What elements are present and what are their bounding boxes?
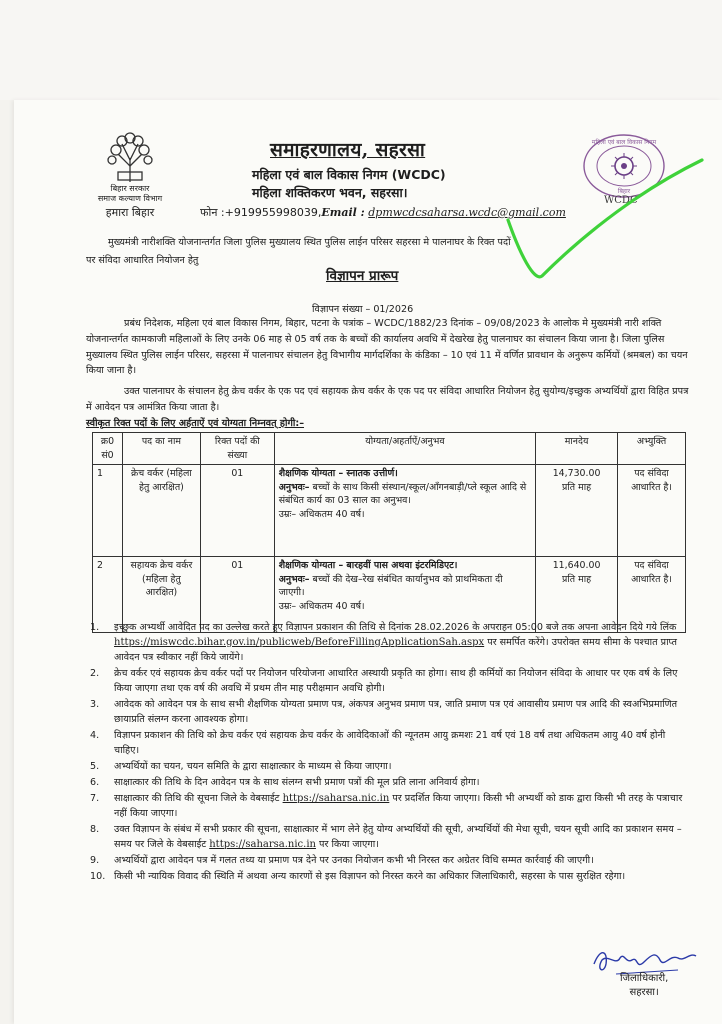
org-name: महिला एवं बाल विकास निगम (WCDC) bbox=[252, 167, 446, 182]
row-honorarium bbox=[536, 465, 618, 557]
item-text: अभ्यर्थियों द्वारा आवेदन पत्र में गलत तथ्य या प्रमाण पत्र देने पर उनका नियोजन कभी भी निरस्त कर अग्रेतर विधि सम्मत कार्रवाई की जाएगी। bbox=[114, 855, 594, 866]
row-qualification bbox=[274, 465, 535, 557]
item-number: 3. bbox=[90, 699, 100, 710]
list-item bbox=[90, 666, 690, 696]
seal-label: WCDC bbox=[604, 195, 638, 206]
header-post: पद का नाम bbox=[122, 433, 200, 465]
honorarium-unit: प्रति माह bbox=[562, 481, 592, 493]
scan-top-margin bbox=[0, 0, 722, 100]
application-link[interactable]: https://miswcdc.bihar.gov.in/publicweb/BeforeFillingApplicationSah.aspx bbox=[114, 637, 485, 648]
subject-line-2: पर संविदा आधारित नियोजन हेतु bbox=[86, 255, 199, 266]
office-title: समाहरणालय, सहरसा bbox=[270, 139, 426, 161]
table-header-row bbox=[93, 433, 686, 465]
list-item bbox=[90, 775, 690, 790]
experience-text bbox=[279, 481, 531, 508]
header-vacancies: रिक्त पदों की संख्या bbox=[200, 433, 274, 465]
signatory-designation: जिलाधिकारी, bbox=[620, 973, 669, 984]
green-check-mark bbox=[500, 154, 710, 284]
signatory bbox=[620, 972, 668, 1000]
emblem-label: हमारा बिहार bbox=[105, 206, 155, 219]
emblem-caption-govt: बिहार सरकार bbox=[110, 184, 150, 193]
item-number: 4. bbox=[90, 730, 100, 741]
item-text: उक्त विज्ञापन के संबंध में सभी प्रकार की सूचना, साक्षात्कार में भाग लेने हेतु योग्य अभ्यर्थियों की सूची, अभ्यर्थियों की मेधा सूची, चयन सूची आदि का प्रकाशन समय – समय पर जिले के वेबसाईट bbox=[114, 824, 682, 850]
table-row bbox=[93, 465, 686, 557]
item-text: क्रेच वर्कर एवं सहायक क्रेच वर्कर पदों पर नियोजन परियोजना आधारित अस्थायी प्रकृति का होगा। साथ ही कर्मियों का नियोजन संविदा के आधार पर एक वर्ष के लिए किया जाएगा तथा एक वर्ष की अवधि में प्रथम तीन माह परीक्षमान अवधि होगी। bbox=[114, 668, 678, 694]
signatory-place: सहरसा। bbox=[629, 987, 659, 998]
header-qualification: योग्यता/अहर्ताऐं/अनुभव bbox=[274, 433, 535, 465]
item-number: 9. bbox=[90, 855, 100, 866]
district-website-link[interactable]: https://saharsa.nic.in bbox=[209, 839, 316, 850]
honorarium-amount: 14,730.00 bbox=[552, 468, 601, 479]
experience-label: अनुभवः– bbox=[278, 481, 310, 493]
item-number: 1. bbox=[90, 622, 100, 633]
invitation-paragraph-text: उक्त पालनाघर के संचालन हेतु क्रेच वर्कर के एक पद एवं सहायक क्रेच वर्कर के एक पद पर संविदा आधारित नियोजन हेतु सुयोग्य/इच्छुक अभ्यर्थियों द्वारा विहित प्रपत्र में आवेदन पत्र आमंत्रित किया जाता है। bbox=[86, 386, 689, 413]
row-serial: 2 bbox=[93, 557, 123, 633]
header-remark: अभ्युक्ति bbox=[618, 433, 686, 465]
notice-heading: विज्ञापन प्रारूप bbox=[326, 268, 399, 284]
experience-value: बच्चों की देख–रेख संबंधित कार्यानुभव को प्राथमिकता दी जाएगी। bbox=[278, 573, 503, 598]
item-text: विज्ञापन प्रकाशन की तिथि को क्रेच वर्कर एवं सहायक क्रेच वर्कर के आवेदिकाओं की न्यूनतम आयु क्रमशः 21 वर्ष एवं 18 वर्ष तथा अधिकतम आयु 40 वर्ष होनी चाहिए। bbox=[114, 730, 666, 756]
list-item bbox=[90, 759, 690, 774]
vacancy-table bbox=[92, 432, 686, 633]
row-serial: 1 bbox=[93, 465, 123, 557]
item-number: 8. bbox=[90, 824, 100, 835]
intro-paragraph bbox=[86, 316, 692, 379]
row-vacancies: 01 bbox=[200, 557, 274, 633]
row-post: क्रेच वर्कर (महिला हेतु आरक्षित) bbox=[122, 465, 200, 557]
subject-line-1: मुख्यमंत्री नारीशक्ति योजनान्तर्गत जिला पुलिस मुख्यालय स्थित पुलिस लाईन परिसर सहरसा मे पालनाघर के रिक्त पदों bbox=[108, 237, 511, 248]
table-caption: स्वीकृत रिक्त पदों के लिए अर्हताऐं एवं योग्यता निम्नवत् होगी:– bbox=[86, 417, 305, 429]
emblem-caption-dept: समाज कल्याण विभाग bbox=[97, 194, 163, 203]
list-item bbox=[90, 620, 690, 665]
qualification-text: शैक्षणिक योग्यता – स्नातक उत्तीर्ण। bbox=[278, 468, 398, 479]
item-text: आवेदक को आवेदन पत्र के साथ सभी शैक्षणिक योग्यता प्रमाण पत्र, अंकपत्र अनुभव प्रमाण पत्र, जाति प्रमाण पत्र एवं आवासीय प्रमाण पत्र आदि की स्वअभिप्रमाणित छायाप्रति संलग्न करना आवश्यक होगा। bbox=[114, 699, 678, 725]
row-vacancies: 01 bbox=[200, 465, 274, 557]
list-item bbox=[90, 853, 690, 868]
item-text: अभ्यर्थियों का चयन, चयन समिति के द्वारा साक्षात्कार के माध्यम से किया जाएगा। bbox=[114, 761, 392, 772]
list-item bbox=[90, 697, 690, 727]
item-text: इच्छुक अभ्यर्थी आवेदित पद का उल्लेख करते हुए विज्ञापन प्रकाशन की तिथि से दिनांक 28.02.2026 के अपराहन 05:00 बजे तक अपना आवेदन दिये गये लिंक bbox=[114, 622, 677, 633]
email-label: Email : bbox=[321, 206, 365, 219]
list-item bbox=[90, 822, 690, 852]
intro-paragraph-text: प्रबंध निदेशक, महिला एवं बाल विकास निगम, बिहार, पटना के पत्रांक – WCDC/1882/23 दिनांक – 09/08/2023 के आलोक मे मुख्यमंत्री नारी शक्ति योजनान्तर्गत कामकाजी महिलाओं के लिए उनके 06 माह से 05 वर्ष तक के बच्चों की कार्यालय अवधि में देखरेख हेतु पालनाघर का संचालन किया जाना है। जिला पुलिस मुख्यालय स्थित पुलिस लाईन परिसर, सहरसा में पालनाघर संचालन हेतु विभागीय मार्गदर्शिका के कंडिका – 10 एवं 11 में वर्णित प्रावधान के अनुरूप कर्मियों (श्रमबल) का चयन किया जाना है। bbox=[86, 318, 688, 377]
honorarium-unit: प्रति माह bbox=[562, 573, 592, 585]
terms-list bbox=[90, 620, 690, 885]
age-text: उम्रः– अधिकतम 40 वर्ष। bbox=[278, 508, 365, 520]
item-text-after: पर प्रदर्शित किया जाएगा। किसी भी अभ्यर्थी को डाक द्वारा किसी भी तरह के पत्राचार नहीं किया जाएगा। bbox=[114, 793, 683, 819]
item-text-after: पर किया जाएगा। bbox=[319, 839, 379, 850]
phone-number: फोन :+919955998039, bbox=[200, 206, 322, 219]
header-honorarium: मानदेय bbox=[536, 433, 618, 465]
seal-ring-text: महिला एवं बाल विकास निगम bbox=[591, 139, 657, 146]
email-address: dpmwcdcsaharsa.wcdc@gmail.com bbox=[368, 206, 566, 219]
invitation-paragraph bbox=[86, 384, 692, 431]
advertisement-number: विज्ञापन संख्या – 01/2026 bbox=[312, 304, 414, 315]
row-post: सहायक क्रेच वर्कर (महिला हेतु आरक्षित) bbox=[122, 557, 200, 633]
header-serial: क्र0 सं0 bbox=[93, 433, 123, 465]
experience-label: अनुभवः– bbox=[278, 573, 310, 585]
honorarium-amount: 11,640.00 bbox=[552, 560, 601, 571]
row-remark: पद संविदा आधारित है। bbox=[618, 465, 686, 557]
item-number: 6. bbox=[90, 777, 100, 788]
item-number: 5. bbox=[90, 761, 100, 772]
district-website-link[interactable]: https://saharsa.nic.in bbox=[282, 793, 390, 804]
experience-text bbox=[279, 573, 531, 600]
office-building: महिला शक्तिकरण भवन, सहरसा। bbox=[252, 185, 408, 200]
item-number: 7. bbox=[90, 793, 100, 804]
bihar-emblem bbox=[90, 132, 170, 222]
item-number: 2. bbox=[90, 668, 100, 679]
age-text: उम्रः– अधिकतम 40 वर्ष। bbox=[278, 600, 365, 612]
bodhi-tree-icon bbox=[102, 132, 158, 184]
list-item bbox=[90, 728, 690, 758]
item-text: साक्षात्कार की तिथि की सूचना जिले के वेबसाईट bbox=[114, 793, 280, 804]
seal-bottom-text: बिहार bbox=[617, 188, 631, 195]
item-text: किसी भी न्यायिक विवाद की स्थिति में अथवा अन्य कारणों से इस विज्ञापन को निरस्त करने का अधिकार जिलाधिकारी, सहरसा के पास सुरक्षित रहेगा। bbox=[114, 871, 626, 882]
experience-value: बच्चों के साथ किसी संस्थान/स्कूल/आँगनबाड़ी/प्ले स्कूल आदि से संबंधित कार्य का 03 साल का अनुभव। bbox=[278, 481, 527, 506]
item-number: 10. bbox=[90, 871, 106, 882]
row-remark: पद संविदा आधारित है। bbox=[618, 557, 686, 633]
item-text-after: पर समर्पित करेंगे। उपरोक्त समय सीमा के पश्चात प्राप्त आवेदन पत्र स्वीकार नहीं किये जायेंगे। bbox=[114, 637, 677, 663]
qualification-text: शैक्षणिक योग्यता – बारहवीं पास अथवा इंटरमिडिएट। bbox=[278, 560, 458, 571]
item-text: साक्षात्कार की तिथि के दिन आवेदन पत्र के साथ संलग्न सभी प्रमाण पत्रों की मूल प्रति लाना अनिवार्य होगा। bbox=[114, 777, 480, 788]
list-item bbox=[90, 869, 690, 884]
list-item bbox=[90, 791, 690, 821]
